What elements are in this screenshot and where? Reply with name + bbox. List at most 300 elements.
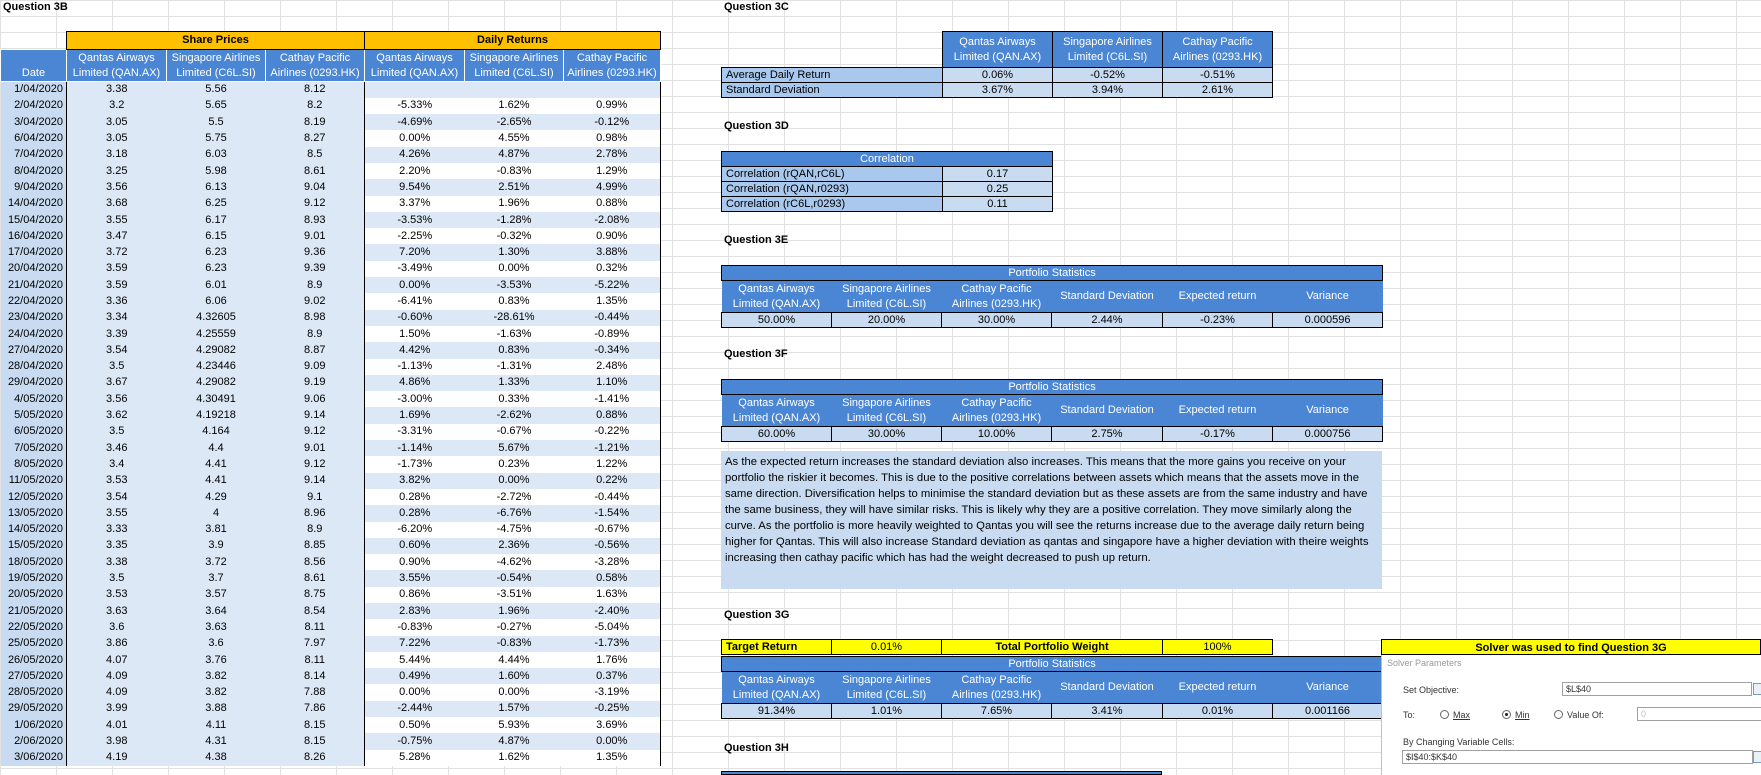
date-cell[interactable]: 15/04/2020: [1, 212, 67, 228]
price-qantas-cell[interactable]: 3.53: [67, 473, 167, 489]
return-cathay-cell[interactable]: 1.76%: [564, 652, 661, 668]
price-cathay-cell[interactable]: 9.1: [266, 489, 365, 505]
return-cathay-cell[interactable]: 0.00%: [564, 733, 661, 749]
return-qantas-cell[interactable]: 0.50%: [365, 717, 465, 733]
date-cell[interactable]: 17/04/2020: [1, 244, 67, 260]
price-qantas-cell[interactable]: 4.01: [67, 717, 167, 733]
price-singapore-cell[interactable]: 6.25: [167, 196, 266, 212]
price-cathay-cell[interactable]: 8.75: [266, 587, 365, 603]
price-qantas-cell[interactable]: 3.86: [67, 636, 167, 652]
return-cathay-cell[interactable]: -5.04%: [564, 619, 661, 635]
return-singapore-cell[interactable]: -1.28%: [465, 212, 564, 228]
changing-cells-input[interactable]: $I$40:$K$40: [1402, 750, 1753, 764]
return-qantas-cell[interactable]: 0.86%: [365, 587, 465, 603]
price-qantas-cell[interactable]: 3.5: [67, 424, 167, 440]
price-singapore-cell[interactable]: 4.164: [167, 424, 266, 440]
return-singapore-cell[interactable]: 1.57%: [465, 701, 564, 717]
price-cathay-cell[interactable]: 8.61: [266, 163, 365, 179]
return-cathay-cell[interactable]: -0.12%: [564, 114, 661, 130]
min-radio[interactable]: [1502, 710, 1530, 720]
return-qantas-cell[interactable]: 3.37%: [365, 196, 465, 212]
return-qantas-cell[interactable]: 1.50%: [365, 326, 465, 342]
return-qantas-cell[interactable]: 3.55%: [365, 570, 465, 586]
price-singapore-cell[interactable]: 3.88: [167, 701, 266, 717]
return-qantas-cell[interactable]: 0.00%: [365, 684, 465, 700]
return-singapore-cell[interactable]: 0.33%: [465, 391, 564, 407]
price-cathay-cell[interactable]: 8.85: [266, 538, 365, 554]
date-cell[interactable]: 5/05/2020: [1, 407, 67, 423]
return-singapore-cell[interactable]: 4.55%: [465, 130, 564, 146]
date-cell[interactable]: 8/04/2020: [1, 163, 67, 179]
return-cathay-cell[interactable]: 1.22%: [564, 456, 661, 472]
return-cathay-cell[interactable]: -5.22%: [564, 277, 661, 293]
price-singapore-cell[interactable]: 4: [167, 505, 266, 521]
return-qantas-cell[interactable]: -2.25%: [365, 228, 465, 244]
return-singapore-cell[interactable]: -3.53%: [465, 277, 564, 293]
price-qantas-cell[interactable]: 3.47: [67, 228, 167, 244]
return-singapore-cell[interactable]: 4.87%: [465, 147, 564, 163]
price-singapore-cell[interactable]: 6.06: [167, 293, 266, 309]
date-cell[interactable]: 14/04/2020: [1, 196, 67, 212]
price-singapore-cell[interactable]: 5.56: [167, 82, 266, 98]
return-cathay-cell[interactable]: -0.44%: [564, 489, 661, 505]
price-qantas-cell[interactable]: 3.5: [67, 570, 167, 586]
date-cell[interactable]: 4/05/2020: [1, 391, 67, 407]
price-cathay-cell[interactable]: 9.39: [266, 261, 365, 277]
price-singapore-cell[interactable]: 4.41: [167, 456, 266, 472]
return-cathay-cell[interactable]: -0.34%: [564, 342, 661, 358]
return-qantas-cell[interactable]: -2.44%: [365, 701, 465, 717]
date-cell[interactable]: 27/05/2020: [1, 668, 67, 684]
target-return-value[interactable]: 0.01%: [832, 640, 942, 655]
price-qantas-cell[interactable]: 4.09: [67, 668, 167, 684]
price-singapore-cell[interactable]: 6.17: [167, 212, 266, 228]
return-qantas-cell[interactable]: -0.83%: [365, 619, 465, 635]
price-cathay-cell[interactable]: 8.15: [266, 717, 365, 733]
price-qantas-cell[interactable]: 3.56: [67, 179, 167, 195]
price-qantas-cell[interactable]: 3.34: [67, 310, 167, 326]
return-singapore-cell[interactable]: 4.87%: [465, 733, 564, 749]
price-singapore-cell[interactable]: 4.4: [167, 440, 266, 456]
price-qantas-cell[interactable]: 3.25: [67, 163, 167, 179]
price-singapore-cell[interactable]: 6.23: [167, 261, 266, 277]
price-qantas-cell[interactable]: 3.54: [67, 342, 167, 358]
price-qantas-cell[interactable]: 4.19: [67, 750, 167, 766]
price-singapore-cell[interactable]: 3.76: [167, 652, 266, 668]
return-qantas-cell[interactable]: 0.60%: [365, 538, 465, 554]
return-qantas-cell[interactable]: -3.53%: [365, 212, 465, 228]
return-cathay-cell[interactable]: 1.29%: [564, 163, 661, 179]
return-qantas-cell[interactable]: -3.49%: [365, 261, 465, 277]
price-qantas-cell[interactable]: 3.59: [67, 277, 167, 293]
date-cell[interactable]: 20/05/2020: [1, 587, 67, 603]
return-singapore-cell[interactable]: -28.61%: [465, 310, 564, 326]
value-of-radio[interactable]: [1554, 710, 1604, 720]
return-qantas-cell[interactable]: 3.82%: [365, 473, 465, 489]
return-singapore-cell[interactable]: -1.31%: [465, 359, 564, 375]
return-cathay-cell[interactable]: -1.41%: [564, 391, 661, 407]
return-singapore-cell[interactable]: 5.67%: [465, 440, 564, 456]
date-cell[interactable]: 28/05/2020: [1, 684, 67, 700]
price-qantas-cell[interactable]: 3.53: [67, 587, 167, 603]
return-singapore-cell[interactable]: 1.62%: [465, 98, 564, 114]
price-qantas-cell[interactable]: 4.07: [67, 652, 167, 668]
return-qantas-cell[interactable]: 9.54%: [365, 179, 465, 195]
date-cell[interactable]: 26/05/2020: [1, 652, 67, 668]
return-qantas-cell[interactable]: 0.00%: [365, 130, 465, 146]
price-cathay-cell[interactable]: 8.93: [266, 212, 365, 228]
price-singapore-cell[interactable]: 4.30491: [167, 391, 266, 407]
price-singapore-cell[interactable]: 4.32605: [167, 310, 266, 326]
price-cathay-cell[interactable]: 9.14: [266, 473, 365, 489]
price-cathay-cell[interactable]: 9.01: [266, 228, 365, 244]
return-singapore-cell[interactable]: 1.30%: [465, 244, 564, 260]
set-objective-collapse-button[interactable]: [1753, 683, 1761, 695]
return-singapore-cell[interactable]: 4.44%: [465, 652, 564, 668]
return-qantas-cell[interactable]: -0.75%: [365, 733, 465, 749]
return-qantas-cell[interactable]: 7.20%: [365, 244, 465, 260]
price-singapore-cell[interactable]: 4.31: [167, 733, 266, 749]
price-qantas-cell[interactable]: 3.36: [67, 293, 167, 309]
date-cell[interactable]: 21/05/2020: [1, 603, 67, 619]
price-qantas-cell[interactable]: 3.6: [67, 619, 167, 635]
return-cathay-cell[interactable]: -1.54%: [564, 505, 661, 521]
return-cathay-cell[interactable]: 0.32%: [564, 261, 661, 277]
return-cathay-cell[interactable]: -0.89%: [564, 326, 661, 342]
price-cathay-cell[interactable]: 8.9: [266, 522, 365, 538]
return-qantas-cell[interactable]: 2.20%: [365, 163, 465, 179]
price-cathay-cell[interactable]: 9.12: [266, 456, 365, 472]
price-qantas-cell[interactable]: 3.05: [67, 114, 167, 130]
return-qantas-cell[interactable]: 0.00%: [365, 277, 465, 293]
return-cathay-cell[interactable]: 3.69%: [564, 717, 661, 733]
date-cell[interactable]: 29/04/2020: [1, 375, 67, 391]
return-singapore-cell[interactable]: 0.83%: [465, 342, 564, 358]
price-singapore-cell[interactable]: 3.82: [167, 668, 266, 684]
price-cathay-cell[interactable]: 9.06: [266, 391, 365, 407]
price-qantas-cell[interactable]: 3.35: [67, 538, 167, 554]
price-qantas-cell[interactable]: 3.56: [67, 391, 167, 407]
date-cell[interactable]: 1/04/2020: [1, 82, 67, 98]
total-weight-value[interactable]: 100%: [1163, 640, 1273, 655]
date-cell[interactable]: 16/04/2020: [1, 228, 67, 244]
price-singapore-cell[interactable]: 3.57: [167, 587, 266, 603]
date-cell[interactable]: 2/06/2020: [1, 733, 67, 749]
return-singapore-cell[interactable]: -3.51%: [465, 587, 564, 603]
price-cathay-cell[interactable]: 8.5: [266, 147, 365, 163]
return-qantas-cell[interactable]: 4.26%: [365, 147, 465, 163]
return-singapore-cell[interactable]: 1.60%: [465, 668, 564, 684]
return-singapore-cell[interactable]: 2.51%: [465, 179, 564, 195]
return-qantas-cell[interactable]: 7.22%: [365, 636, 465, 652]
return-singapore-cell[interactable]: 1.96%: [465, 603, 564, 619]
price-qantas-cell[interactable]: 3.98: [67, 733, 167, 749]
price-qantas-cell[interactable]: 3.5: [67, 359, 167, 375]
price-cathay-cell[interactable]: 8.87: [266, 342, 365, 358]
price-cathay-cell[interactable]: 8.14: [266, 668, 365, 684]
price-singapore-cell[interactable]: 4.19218: [167, 407, 266, 423]
price-qantas-cell[interactable]: 3.38: [67, 554, 167, 570]
return-cathay-cell[interactable]: 1.35%: [564, 293, 661, 309]
return-singapore-cell[interactable]: -4.62%: [465, 554, 564, 570]
price-singapore-cell[interactable]: 6.03: [167, 147, 266, 163]
price-cathay-cell[interactable]: 7.97: [266, 636, 365, 652]
price-singapore-cell[interactable]: 3.9: [167, 538, 266, 554]
return-cathay-cell[interactable]: -3.19%: [564, 684, 661, 700]
date-cell[interactable]: 7/04/2020: [1, 147, 67, 163]
price-cathay-cell[interactable]: 8.9: [266, 277, 365, 293]
return-qantas-cell[interactable]: -6.41%: [365, 293, 465, 309]
return-cathay-cell[interactable]: -2.08%: [564, 212, 661, 228]
return-qantas-cell[interactable]: -1.13%: [365, 359, 465, 375]
price-cathay-cell[interactable]: 8.54: [266, 603, 365, 619]
price-cathay-cell[interactable]: 8.2: [266, 98, 365, 114]
price-qantas-cell[interactable]: 3.39: [67, 326, 167, 342]
price-cathay-cell[interactable]: 9.19: [266, 375, 365, 391]
price-singapore-cell[interactable]: 3.64: [167, 603, 266, 619]
price-cathay-cell[interactable]: 8.98: [266, 310, 365, 326]
price-cathay-cell[interactable]: 8.12: [266, 82, 365, 98]
return-cathay-cell[interactable]: 0.88%: [564, 196, 661, 212]
date-cell[interactable]: 29/05/2020: [1, 701, 67, 717]
price-cathay-cell[interactable]: 9.14: [266, 407, 365, 423]
date-cell[interactable]: 11/05/2020: [1, 473, 67, 489]
return-cathay-cell[interactable]: 2.48%: [564, 359, 661, 375]
price-cathay-cell[interactable]: 7.86: [266, 701, 365, 717]
price-cathay-cell[interactable]: 8.9: [266, 326, 365, 342]
return-cathay-cell[interactable]: 0.88%: [564, 407, 661, 423]
date-cell[interactable]: 27/04/2020: [1, 342, 67, 358]
price-singapore-cell[interactable]: 4.29082: [167, 342, 266, 358]
price-qantas-cell[interactable]: 3.4: [67, 456, 167, 472]
return-qantas-cell[interactable]: -1.14%: [365, 440, 465, 456]
date-cell[interactable]: 28/04/2020: [1, 359, 67, 375]
date-cell[interactable]: 21/04/2020: [1, 277, 67, 293]
date-cell[interactable]: 13/05/2020: [1, 505, 67, 521]
return-cathay-cell[interactable]: 0.90%: [564, 228, 661, 244]
date-cell[interactable]: 2/04/2020: [1, 98, 67, 114]
date-cell[interactable]: 18/05/2020: [1, 554, 67, 570]
price-cathay-cell[interactable]: 9.12: [266, 424, 365, 440]
price-cathay-cell[interactable]: 8.27: [266, 130, 365, 146]
return-qantas-cell[interactable]: 0.90%: [365, 554, 465, 570]
price-qantas-cell[interactable]: 3.33: [67, 522, 167, 538]
return-cathay-cell[interactable]: -1.21%: [564, 440, 661, 456]
price-singapore-cell[interactable]: 4.29: [167, 489, 266, 505]
price-cathay-cell[interactable]: 8.56: [266, 554, 365, 570]
return-cathay-cell[interactable]: -0.22%: [564, 424, 661, 440]
return-qantas-cell[interactable]: -0.60%: [365, 310, 465, 326]
price-singapore-cell[interactable]: 4.23446: [167, 359, 266, 375]
return-singapore-cell[interactable]: -2.65%: [465, 114, 564, 130]
price-qantas-cell[interactable]: 3.62: [67, 407, 167, 423]
price-singapore-cell[interactable]: 5.65: [167, 98, 266, 114]
return-singapore-cell[interactable]: -2.72%: [465, 489, 564, 505]
return-singapore-cell[interactable]: 1.33%: [465, 375, 564, 391]
return-singapore-cell[interactable]: -1.63%: [465, 326, 564, 342]
price-singapore-cell[interactable]: 3.81: [167, 522, 266, 538]
return-singapore-cell[interactable]: -6.76%: [465, 505, 564, 521]
return-qantas-cell[interactable]: -3.31%: [365, 424, 465, 440]
price-cathay-cell[interactable]: 9.04: [266, 179, 365, 195]
price-cathay-cell[interactable]: 9.36: [266, 244, 365, 260]
price-qantas-cell[interactable]: 3.18: [67, 147, 167, 163]
price-qantas-cell[interactable]: 3.68: [67, 196, 167, 212]
price-qantas-cell[interactable]: 3.55: [67, 505, 167, 521]
date-cell[interactable]: 6/05/2020: [1, 424, 67, 440]
return-singapore-cell[interactable]: 2.36%: [465, 538, 564, 554]
return-qantas-cell[interactable]: 0.28%: [365, 489, 465, 505]
price-singapore-cell[interactable]: 4.41: [167, 473, 266, 489]
date-cell[interactable]: 12/05/2020: [1, 489, 67, 505]
return-singapore-cell[interactable]: -0.27%: [465, 619, 564, 635]
max-radio[interactable]: [1440, 710, 1470, 720]
return-qantas-cell[interactable]: 5.44%: [365, 652, 465, 668]
price-cathay-cell[interactable]: 8.15: [266, 733, 365, 749]
return-cathay-cell[interactable]: 2.78%: [564, 147, 661, 163]
price-qantas-cell[interactable]: 3.38: [67, 82, 167, 98]
price-qantas-cell[interactable]: 3.63: [67, 603, 167, 619]
price-singapore-cell[interactable]: 4.11: [167, 717, 266, 733]
price-cathay-cell[interactable]: 8.19: [266, 114, 365, 130]
return-cathay-cell[interactable]: 0.22%: [564, 473, 661, 489]
value-of-input[interactable]: 0: [1637, 707, 1761, 721]
return-cathay-cell[interactable]: -0.44%: [564, 310, 661, 326]
return-cathay-cell[interactable]: -2.40%: [564, 603, 661, 619]
return-cathay-cell[interactable]: 3.88%: [564, 244, 661, 260]
price-qantas-cell[interactable]: 3.05: [67, 130, 167, 146]
return-qantas-cell[interactable]: 2.83%: [365, 603, 465, 619]
date-cell[interactable]: 25/05/2020: [1, 636, 67, 652]
return-cathay-cell[interactable]: 1.35%: [564, 750, 661, 766]
return-cathay-cell[interactable]: -1.73%: [564, 636, 661, 652]
price-cathay-cell[interactable]: 9.02: [266, 293, 365, 309]
set-objective-input[interactable]: $L$40: [1562, 682, 1752, 696]
return-qantas-cell[interactable]: -3.00%: [365, 391, 465, 407]
price-qantas-cell[interactable]: 3.46: [67, 440, 167, 456]
price-cathay-cell[interactable]: 8.11: [266, 619, 365, 635]
return-qantas-cell[interactable]: 0.28%: [365, 505, 465, 521]
price-singapore-cell[interactable]: 4.29082: [167, 375, 266, 391]
return-cathay-cell[interactable]: 0.98%: [564, 130, 661, 146]
return-singapore-cell[interactable]: 0.83%: [465, 293, 564, 309]
date-cell[interactable]: 24/04/2020: [1, 326, 67, 342]
date-cell[interactable]: 19/05/2020: [1, 570, 67, 586]
price-cathay-cell[interactable]: 8.11: [266, 652, 365, 668]
date-cell[interactable]: 1/06/2020: [1, 717, 67, 733]
price-qantas-cell[interactable]: 3.54: [67, 489, 167, 505]
return-qantas-cell[interactable]: 5.28%: [365, 750, 465, 766]
price-qantas-cell[interactable]: 4.09: [67, 684, 167, 700]
return-singapore-cell[interactable]: 0.23%: [465, 456, 564, 472]
price-cathay-cell[interactable]: 9.01: [266, 440, 365, 456]
return-qantas-cell[interactable]: 4.86%: [365, 375, 465, 391]
price-singapore-cell[interactable]: 5.98: [167, 163, 266, 179]
return-cathay-cell[interactable]: -0.25%: [564, 701, 661, 717]
return-qantas-cell[interactable]: -4.69%: [365, 114, 465, 130]
date-cell[interactable]: 9/04/2020: [1, 179, 67, 195]
return-singapore-cell[interactable]: 1.96%: [465, 196, 564, 212]
date-cell[interactable]: 3/04/2020: [1, 114, 67, 130]
price-singapore-cell[interactable]: 4.38: [167, 750, 266, 766]
price-cathay-cell[interactable]: 9.12: [266, 196, 365, 212]
price-singapore-cell[interactable]: 6.13: [167, 179, 266, 195]
return-cathay-cell[interactable]: 0.99%: [564, 98, 661, 114]
date-cell[interactable]: 20/04/2020: [1, 261, 67, 277]
return-singapore-cell[interactable]: -2.62%: [465, 407, 564, 423]
price-singapore-cell[interactable]: 6.23: [167, 244, 266, 260]
price-singapore-cell[interactable]: 6.15: [167, 228, 266, 244]
return-qantas-cell[interactable]: 4.42%: [365, 342, 465, 358]
return-singapore-cell[interactable]: -0.67%: [465, 424, 564, 440]
date-cell[interactable]: 14/05/2020: [1, 522, 67, 538]
price-cathay-cell[interactable]: 7.88: [266, 684, 365, 700]
price-qantas-cell[interactable]: 3.72: [67, 244, 167, 260]
price-singapore-cell[interactable]: 3.63: [167, 619, 266, 635]
return-cathay-cell[interactable]: -3.28%: [564, 554, 661, 570]
return-singapore-cell[interactable]: 5.93%: [465, 717, 564, 733]
return-cathay-cell[interactable]: 0.58%: [564, 570, 661, 586]
price-singapore-cell[interactable]: 5.5: [167, 114, 266, 130]
price-singapore-cell[interactable]: 6.01: [167, 277, 266, 293]
return-cathay-cell[interactable]: 0.37%: [564, 668, 661, 684]
price-cathay-cell[interactable]: 8.96: [266, 505, 365, 521]
return-qantas-cell[interactable]: 0.49%: [365, 668, 465, 684]
price-singapore-cell[interactable]: 5.75: [167, 130, 266, 146]
return-singapore-cell[interactable]: -0.32%: [465, 228, 564, 244]
price-cathay-cell[interactable]: 9.09: [266, 359, 365, 375]
price-qantas-cell[interactable]: 3.99: [67, 701, 167, 717]
changing-cells-collapse-button[interactable]: [1753, 751, 1761, 763]
date-cell[interactable]: 6/04/2020: [1, 130, 67, 146]
date-cell[interactable]: 22/04/2020: [1, 293, 67, 309]
return-cathay-cell[interactable]: [564, 82, 661, 98]
price-singapore-cell[interactable]: 3.6: [167, 636, 266, 652]
price-qantas-cell[interactable]: 3.55: [67, 212, 167, 228]
return-singapore-cell[interactable]: -4.75%: [465, 522, 564, 538]
return-cathay-cell[interactable]: -0.67%: [564, 522, 661, 538]
price-cathay-cell[interactable]: 8.26: [266, 750, 365, 766]
date-cell[interactable]: 7/05/2020: [1, 440, 67, 456]
price-singapore-cell[interactable]: 3.7: [167, 570, 266, 586]
date-cell[interactable]: 23/04/2020: [1, 310, 67, 326]
return-cathay-cell[interactable]: 1.63%: [564, 587, 661, 603]
price-qantas-cell[interactable]: 3.2: [67, 98, 167, 114]
return-qantas-cell[interactable]: -6.20%: [365, 522, 465, 538]
return-singapore-cell[interactable]: -0.83%: [465, 163, 564, 179]
return-cathay-cell[interactable]: -0.56%: [564, 538, 661, 554]
return-singapore-cell[interactable]: 1.62%: [465, 750, 564, 766]
return-singapore-cell[interactable]: -0.83%: [465, 636, 564, 652]
price-singapore-cell[interactable]: 3.82: [167, 684, 266, 700]
return-qantas-cell[interactable]: -5.33%: [365, 98, 465, 114]
price-qantas-cell[interactable]: 3.59: [67, 261, 167, 277]
return-qantas-cell[interactable]: -1.73%: [365, 456, 465, 472]
price-cathay-cell[interactable]: 8.61: [266, 570, 365, 586]
return-singapore-cell[interactable]: 0.00%: [465, 261, 564, 277]
return-singapore-cell[interactable]: [465, 82, 564, 98]
return-qantas-cell[interactable]: [365, 82, 465, 98]
date-cell[interactable]: 15/05/2020: [1, 538, 67, 554]
date-cell[interactable]: 22/05/2020: [1, 619, 67, 635]
price-singapore-cell[interactable]: 4.25559: [167, 326, 266, 342]
return-singapore-cell[interactable]: 0.00%: [465, 684, 564, 700]
return-qantas-cell[interactable]: 1.69%: [365, 407, 465, 423]
return-cathay-cell[interactable]: 1.10%: [564, 375, 661, 391]
return-singapore-cell[interactable]: 0.00%: [465, 473, 564, 489]
date-cell[interactable]: 3/06/2020: [1, 750, 67, 766]
date-cell[interactable]: 8/05/2020: [1, 456, 67, 472]
